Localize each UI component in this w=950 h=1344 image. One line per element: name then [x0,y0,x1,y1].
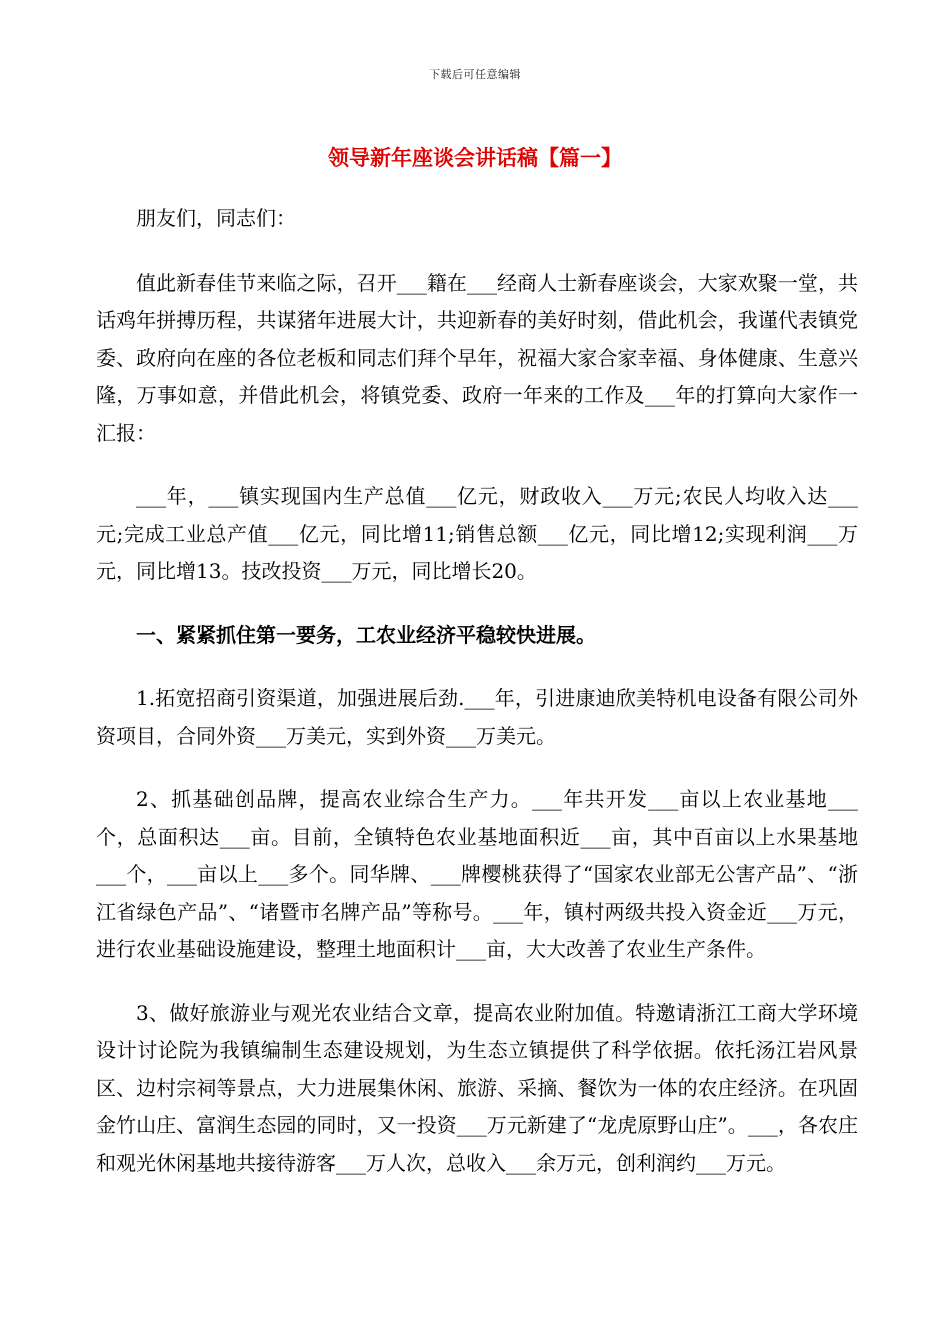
item-3: 3、做好旅游业与观光农业结合文章，提高农业附加值。特邀请浙江工商大学环境设计讨论院为我镇编制生态建设规划，为生态立镇提供了科学依据。依托汤江岩风景区、边村宗祠等景点，大力进展集休闲、旅游、采摘、餐饮为一体的农庄经济。在巩固金竹山庄、富润生态园的同时，又一投资___万元新建了“龙虎原野山庄”。___，各农庄和观光休闲基地共接待游客___万人次，总收入___余万元，创利润约___万元。 [96,1000,858,1175]
document-title: 领导新年座谈会讲话稿【篇一】 [328,145,622,170]
intro-paragraph: 值此新春佳节来临之际，召开___籍在___经商人士新春座谈会，大家欢聚一堂，共话鸡年拼搏历程，共谋猪年进展大计，共迎新春的美好时刻，借此机会，我谨代表镇党委、政府向在座的各位老板和同志们拜个早年，祝福大家合家幸福、身体健康、生意兴隆，万事如意，并借此机会，将镇党委、政府一年来的工作及___年的打算向大家作一汇报： [96,270,858,445]
document-body [96,200,858,1208]
header-note: 下载后可任意编辑 [429,68,521,81]
statistics-paragraph: ___年，___镇实现国内生产总值___亿元，财政收入___万元;农民人均收入达___元;完成工业总产值___亿元，同比增11;销售总额___亿元，同比增12;实现利润___万元，同比增13。技改投资___万元，同比增长20。 [96,484,858,583]
item-1: 1.拓宽招商引资渠道，加强进展后劲.___年，引进康迪欣美特机电设备有限公司外资项目，合同外资___万美元，实到外资___万美元。 [96,686,858,748]
section-heading: 一、紧紧抓住第一要务，工农业经济平稳较快进展。 [136,622,596,647]
greeting: 朋友们，同志们： [136,206,296,230]
item-2: 2、抓基础创品牌，提高农业综合生产力。___年共开发___亩以上农业基地___个，总面积达___亩。目前，全镇特色农业基地面积近___亩，其中百亩以上水果基地___个，___亩以上___多个。同华牌、___牌樱桃获得了“国家农业部无公害产品”、“浙江省绿色产品”、“诸暨市名牌产品”等称号。___年，镇村两级共投入资金近___万元，进行农业基础设施建设，整理土地面积计___亩，大大改善了农业生产条件。 [96,787,858,961]
